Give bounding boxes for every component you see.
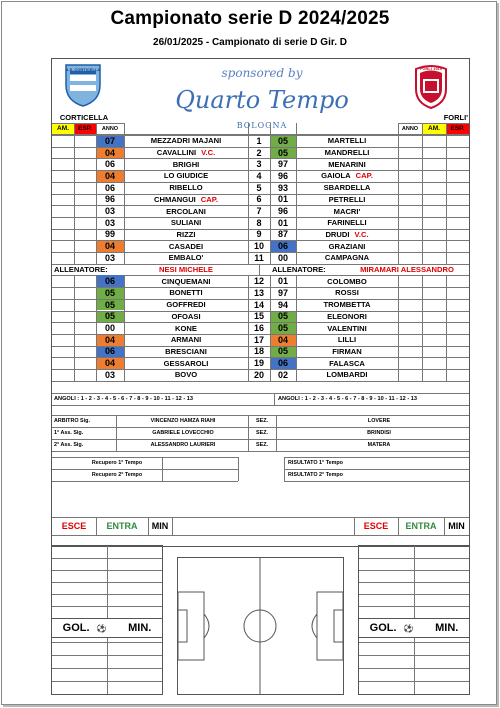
grid-line	[359, 681, 469, 682]
home-starters-year: 99	[104, 229, 115, 240]
home-corners: ANGOLI : 1 - 2 - 3 - 4 - 5 - 6 - 7 - 8 - 9 - 10 - 11 - 12 - 13	[54, 395, 193, 402]
grid-line	[238, 457, 239, 481]
grid-line	[296, 123, 297, 264]
grid-line	[74, 275, 75, 380]
grid-line	[446, 275, 447, 380]
player-name: BRESCIANI	[165, 346, 207, 356]
away-subs-name	[296, 299, 398, 311]
recupero-second: Recupero 2° Tempo	[91, 471, 143, 478]
player-name: GAIOLA	[321, 171, 351, 181]
shirt-number: 16	[253, 323, 264, 334]
away-subs-year: 05	[270, 322, 296, 334]
home-starters-name	[124, 135, 248, 147]
home-subs-year: 06	[96, 346, 124, 358]
home-subs-year: 04	[96, 357, 124, 369]
min-label: MIN.	[435, 622, 459, 634]
player-name: MEZZADRI MAJANI	[150, 136, 222, 146]
shirt-number: 18	[253, 346, 264, 357]
away-starters-name	[296, 240, 398, 252]
grid-line	[74, 123, 75, 264]
home-starters-name	[124, 240, 248, 252]
shirt-number: 4	[256, 170, 262, 181]
away-subs-year: 06	[270, 357, 296, 369]
away-subs-year: 05	[270, 311, 296, 323]
shirt-number: 3	[256, 159, 262, 170]
away-starters-name	[296, 147, 398, 159]
player-name: ELEONORI	[327, 311, 367, 321]
shirt-number: 7	[256, 206, 262, 217]
player-name: GRAZIANI	[328, 241, 366, 251]
grid-line	[124, 123, 125, 264]
captain-mark: CAP.	[200, 194, 218, 204]
grid-line	[270, 275, 271, 380]
player-name: ARMANI	[170, 335, 202, 345]
shirt-number: 19	[253, 358, 264, 369]
away-out-header: ESCE	[363, 521, 389, 531]
player-name: LILLI	[337, 335, 357, 345]
grid-line	[270, 123, 271, 264]
player-name: RIBELLO	[169, 183, 203, 193]
home-subs-name	[124, 346, 248, 358]
grid-line	[52, 357, 469, 358]
home-starters-name	[124, 205, 248, 217]
grid-line	[162, 457, 163, 481]
grid-line	[52, 642, 162, 643]
home-subs-name	[124, 334, 248, 346]
grid-line	[124, 275, 125, 380]
away-starters-year: 05	[270, 135, 296, 147]
away-starters-year: 87	[277, 229, 288, 240]
grid-line	[359, 668, 469, 669]
home-subs-year: 06	[96, 275, 124, 287]
gol-label: GOL.	[62, 622, 90, 634]
shirt-number: 9	[256, 229, 262, 240]
away-starters-year: 05	[270, 147, 296, 159]
home-goal-header	[52, 618, 162, 638]
player-name: BRIGHI	[172, 159, 200, 169]
home-starters-year: 04	[96, 147, 124, 159]
official-role: ARBITRO Sig.	[54, 417, 90, 424]
gol-label: GOL.	[369, 622, 397, 634]
player-name: TROMBETTA	[323, 300, 371, 310]
home-starters-name	[124, 229, 248, 241]
away-starters-name	[296, 158, 398, 170]
grid-line	[52, 681, 162, 682]
home-team-name: CORTICELLA	[59, 113, 109, 122]
away-subs-year: 97	[277, 287, 288, 298]
player-name: KONE	[175, 323, 197, 333]
grid-line	[422, 275, 423, 380]
grid-line	[52, 147, 469, 148]
match-subtitle: 26/01/2025 - Campionato di serie D Gir. D	[153, 37, 347, 48]
home-subs-year: 05	[96, 311, 124, 323]
shirt-number: 15	[253, 311, 264, 322]
player-name: MARTELLI	[327, 136, 367, 146]
player-name: FALASCA	[329, 358, 365, 368]
grid-line	[52, 655, 162, 656]
pitch-drawing	[178, 558, 343, 694]
home-subs-year: 05	[96, 299, 124, 311]
player-name: LOMBARDI	[326, 370, 368, 380]
away-subs-name	[296, 322, 398, 334]
home-am-header: AM.	[52, 123, 74, 134]
shirt-number: 8	[256, 217, 262, 228]
home-subs-name	[124, 287, 248, 299]
goals-area	[51, 545, 468, 695]
home-starters-year: 07	[96, 135, 124, 147]
away-starters-year: 06	[270, 240, 296, 252]
home-subs-name	[124, 299, 248, 311]
home-esp-header: ESP.	[74, 123, 96, 134]
grid-line	[52, 481, 238, 482]
min-label: MIN.	[128, 622, 152, 634]
home-subs-year: 03	[104, 369, 115, 380]
player-name: SBARDELLA	[323, 183, 371, 193]
away-coach-label: ALLENATORE:	[272, 265, 326, 275]
grid-line	[359, 655, 469, 656]
official-sez: BRINDISI	[367, 429, 391, 436]
grid-line	[52, 287, 469, 288]
home-starters-year: 06	[104, 182, 115, 193]
grid-line	[52, 123, 124, 124]
grid-line	[284, 481, 469, 482]
away-am-header: AM.	[422, 123, 446, 134]
home-subs-year: 05	[96, 287, 124, 299]
shirt-number: 13	[253, 287, 264, 298]
grid-line	[52, 229, 469, 230]
match-sheet	[51, 58, 470, 547]
home-starters-year: 03	[104, 206, 115, 217]
away-team-name: FORLI'	[443, 113, 468, 122]
grid-line	[52, 535, 469, 536]
player-name: EMBALO'	[168, 253, 204, 263]
away-starters-name	[296, 170, 398, 182]
player-name: GESSAROLI	[163, 358, 209, 368]
grid-line	[274, 393, 275, 405]
player-name: FARINELLI	[327, 218, 367, 228]
home-subs-name	[124, 275, 248, 287]
home-starters-name	[124, 170, 248, 182]
away-corners: ANGOLI : 1 - 2 - 3 - 4 - 5 - 6 - 7 - 8 - 9 - 10 - 11 - 12 - 13	[278, 395, 417, 402]
grid-line	[248, 415, 249, 451]
shirt-number: 20	[253, 369, 264, 380]
away-starters-year: 93	[277, 182, 288, 193]
away-goal-table	[358, 545, 470, 695]
grid-line	[96, 275, 97, 380]
away-subs-year: 05	[270, 346, 296, 358]
player-name: CHMANGUI	[154, 194, 196, 204]
away-anno-header: ANNO	[401, 125, 419, 132]
home-in-header: ENTRA	[106, 521, 138, 531]
grid-line	[52, 346, 469, 347]
away-starters-name	[296, 182, 398, 194]
away-subs-year: 94	[277, 299, 288, 310]
player-name: OFOASI	[171, 311, 201, 321]
grid-line	[52, 369, 469, 370]
shirt-number: 5	[256, 182, 262, 193]
shirt-number: 14	[253, 299, 264, 310]
grid-line	[52, 334, 469, 335]
home-starters-name	[124, 158, 248, 170]
grid-line	[52, 451, 469, 452]
home-out-header: ESCE	[61, 521, 87, 531]
home-logo-text: A.S. CORTICELLA	[65, 66, 101, 72]
home-starters-year: 04	[96, 170, 124, 182]
official-name: VINCENZO HAMZA RIAHI	[150, 417, 216, 424]
away-min-header: MIN	[448, 521, 465, 531]
page-title: Campionato serie D 2024/2025	[110, 8, 390, 29]
away-subs-name	[296, 311, 398, 323]
official-sez: LOVERE	[367, 417, 391, 424]
official-role: 1° Ass. Sig.	[54, 429, 84, 436]
away-subs-year: 02	[277, 369, 288, 380]
captain-mark: CAP.	[355, 171, 373, 181]
grid-line	[52, 135, 469, 136]
shirt-number: 1	[256, 135, 262, 146]
official-sez-label: SEZ.	[256, 441, 268, 448]
player-name: MENARINI	[328, 159, 366, 169]
grid-line	[398, 123, 469, 124]
away-starters-name	[296, 229, 398, 241]
home-subs-name	[124, 311, 248, 323]
official-sez-label: SEZ.	[256, 417, 268, 424]
home-goal-table	[51, 545, 163, 695]
away-subs-name	[296, 357, 398, 369]
ball-icon: ⚽	[403, 623, 414, 633]
grid-line	[52, 217, 469, 218]
grid-line	[284, 457, 469, 458]
grid-line	[398, 517, 399, 535]
home-starters-name	[124, 182, 248, 194]
player-name: LO GIUDICE	[163, 171, 209, 181]
grid-line	[276, 415, 277, 451]
grid-line	[52, 170, 469, 171]
away-starters-year: 01	[277, 217, 288, 228]
away-esp-header: ESP.	[446, 123, 469, 134]
grid-line	[259, 264, 260, 276]
grid-line	[248, 275, 249, 380]
away-starters-name	[296, 135, 398, 147]
player-name: ROSSI	[335, 288, 359, 298]
away-subs-name	[296, 334, 398, 346]
away-starters-year: 00	[277, 252, 288, 263]
grid-line	[96, 517, 97, 535]
grid-line	[52, 158, 469, 159]
player-name: VALENTINI	[327, 323, 367, 333]
away-starters-year: 96	[277, 170, 288, 181]
away-coach-name: MIRAMARI ALESSANDRO	[360, 265, 454, 275]
away-starters-year: 96	[277, 206, 288, 217]
pitch	[177, 557, 344, 695]
player-name: DRUDI	[325, 229, 350, 239]
grid-line	[96, 123, 97, 264]
home-starters-year: 04	[96, 240, 124, 252]
grid-line	[444, 517, 445, 535]
home-subs-year: 04	[96, 334, 124, 346]
grid-line	[52, 299, 469, 300]
grid-line	[398, 275, 399, 380]
player-name: RIZZI	[176, 229, 196, 239]
grid-line	[52, 322, 469, 323]
player-name: COLOMBO	[327, 276, 367, 286]
home-starters-name	[124, 252, 248, 264]
captain-mark: V.C.	[201, 148, 216, 158]
official-name: GABRIELE LOVECCHIO	[152, 429, 214, 436]
player-name: CAMPAGNA	[324, 253, 370, 263]
away-subs-name	[296, 369, 398, 381]
away-starters-year: 01	[277, 194, 288, 205]
away-starters-name	[296, 252, 398, 264]
away-subs-name	[296, 287, 398, 299]
grid-line	[398, 123, 399, 264]
away-subs-year: 04	[270, 334, 296, 346]
grid-line	[248, 123, 249, 264]
away-starters-name	[296, 205, 398, 217]
player-name: CINQUEMANI	[161, 276, 211, 286]
away-subs-name	[296, 346, 398, 358]
away-logo-text: FORLÌ 1919	[419, 65, 442, 71]
grid-line	[52, 194, 469, 195]
grid-line	[52, 457, 238, 458]
grid-line	[52, 240, 469, 241]
recupero-first: Recupero 1° Tempo	[91, 459, 143, 466]
official-name: ALESSANDRO LAURIERI	[150, 441, 216, 448]
captain-mark: V.C.	[354, 229, 369, 239]
player-name: SULIANI	[170, 218, 202, 228]
home-subs-name	[124, 357, 248, 369]
sponsor-name: Quarto Tempo	[175, 86, 349, 114]
shirt-number: 10	[253, 241, 264, 252]
grid-line	[284, 457, 285, 481]
home-coach-label: ALLENATORE:	[54, 265, 108, 275]
home-starters-year: 03	[104, 217, 115, 228]
grid-line	[52, 182, 469, 183]
home-subs-name	[124, 369, 248, 381]
grid-line	[52, 205, 469, 206]
home-anno-header: ANNO	[101, 125, 119, 132]
grid-line	[52, 311, 469, 312]
player-name: MANDRELLI	[324, 148, 370, 158]
official-sez-label: SEZ.	[256, 429, 268, 436]
grid-line	[422, 123, 423, 264]
grid-line	[52, 381, 469, 382]
home-subs-year: 00	[104, 323, 115, 334]
player-name: PETRELLI	[328, 194, 366, 204]
ball-icon: ⚽	[96, 623, 107, 633]
home-starters-year: 06	[104, 159, 115, 170]
away-starters-name	[296, 217, 398, 229]
player-name: GOFFREDI	[166, 300, 206, 310]
away-starters-name	[296, 194, 398, 206]
grid-line	[52, 252, 469, 253]
shirt-number: 17	[253, 334, 264, 345]
sponsor-line: sponsored by	[221, 66, 303, 80]
player-name: ERCOLANI	[166, 206, 206, 216]
grid-line	[52, 405, 469, 406]
away-goal-header	[359, 618, 469, 638]
official-role: 2° Ass. Sig.	[54, 441, 84, 448]
home-coach-name: NESI MICHELE	[158, 265, 213, 275]
grid-line	[52, 668, 162, 669]
shirt-number: 6	[256, 194, 262, 205]
away-starters-year: 97	[277, 159, 288, 170]
player-name: MACRI'	[333, 206, 361, 216]
shirt-number: 12	[253, 276, 264, 287]
shirt-number: 11	[254, 252, 264, 263]
sponsor-city: BOLOGNA	[236, 120, 288, 130]
home-min-header: MIN	[151, 521, 169, 531]
away-subs-year: 01	[277, 276, 288, 287]
grid-line	[172, 517, 173, 535]
home-subs-name	[124, 322, 248, 334]
grid-line	[446, 123, 447, 264]
home-starters-name	[124, 217, 248, 229]
away-in-header: ENTRA	[405, 521, 437, 531]
player-name: CASADEI	[168, 241, 204, 251]
player-name: BOVO	[174, 370, 198, 380]
official-sez: MATERA	[367, 441, 391, 448]
grid-line	[52, 469, 238, 470]
home-starters-name	[124, 147, 248, 159]
grid-line	[116, 415, 117, 451]
player-name: FIRMAN	[332, 346, 362, 356]
away-subs-name	[296, 275, 398, 287]
player-name: CAVALLINI	[156, 148, 197, 158]
result-first: RISULTATO 1° Tempo	[288, 459, 343, 466]
grid-line	[359, 642, 469, 643]
grid-line	[296, 275, 297, 380]
result-second: RISULTATO 2° Tempo	[288, 471, 343, 478]
grid-line	[284, 469, 469, 470]
home-starters-year: 96	[104, 194, 115, 205]
player-name: BONETTI	[169, 288, 203, 298]
grid-line	[354, 517, 355, 535]
home-starters-year: 03	[104, 252, 115, 263]
shirt-number: 2	[256, 147, 262, 158]
grid-line	[148, 517, 149, 535]
home-starters-name	[124, 194, 248, 206]
